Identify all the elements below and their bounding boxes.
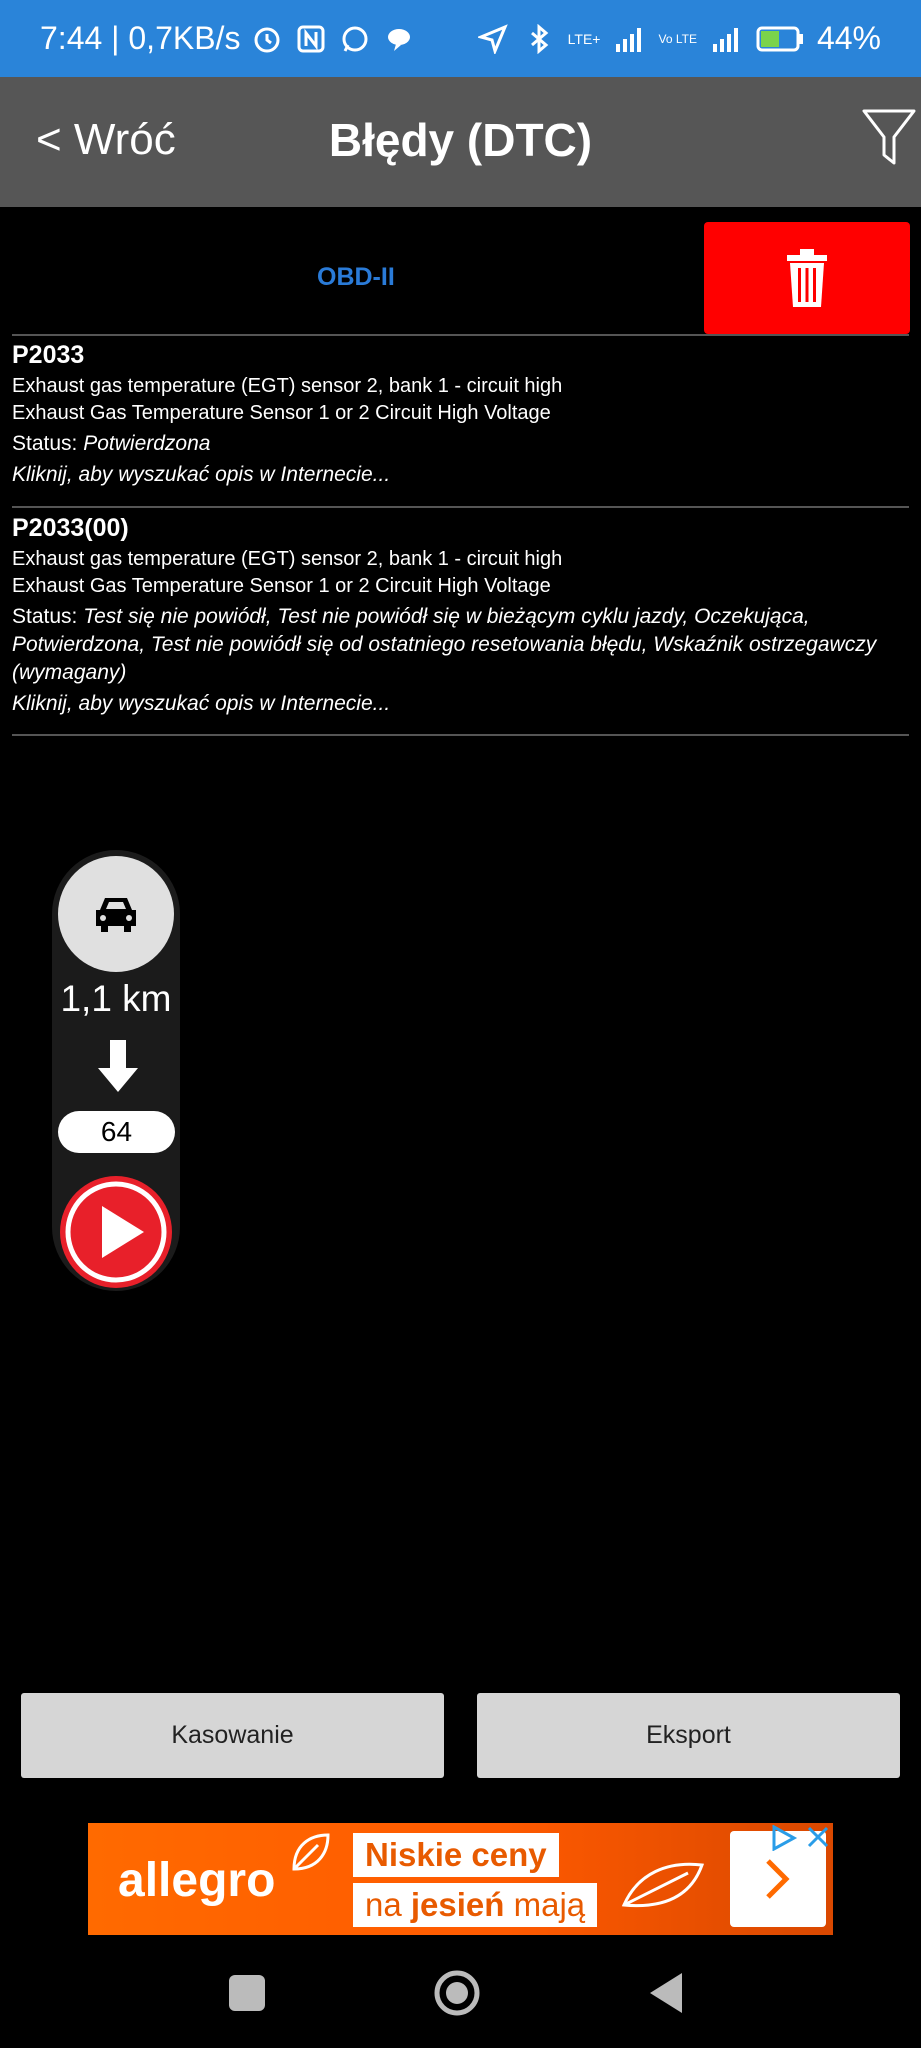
- delete-button[interactable]: [704, 222, 910, 334]
- back-button[interactable]: < Wróć: [36, 115, 176, 164]
- dtc-status: [12, 430, 909, 458]
- dtc-code: P2033(00): [12, 514, 129, 542]
- status-value: Potwierdzona: [83, 432, 211, 455]
- ad-subline: [353, 1883, 597, 1927]
- protocol-label: OBD-II: [317, 263, 395, 291]
- status-left: [40, 20, 416, 57]
- dtc-description-alt: Exhaust Gas Temperature Sensor 1 or 2 Circuit High Voltage: [12, 402, 551, 424]
- volte-label: Vo LTE: [658, 31, 697, 46]
- divider: [12, 334, 909, 336]
- ad-banner[interactable]: [88, 1823, 833, 1935]
- app-bar: [0, 77, 921, 207]
- battery-percent: 44%: [816, 20, 881, 56]
- search-online-link[interactable]: Kliknij, aby wyszukać opis w Internecie...: [12, 463, 391, 486]
- car-icon: [92, 894, 140, 934]
- whatsapp-icon: [338, 22, 372, 56]
- status-time-speed: 7:44 | 0,7KB/s: [40, 20, 241, 56]
- car-button[interactable]: [58, 856, 174, 972]
- alarm-icon: [250, 22, 284, 56]
- signal-icon: [612, 22, 646, 56]
- home-button[interactable]: [433, 1969, 481, 2017]
- page-title: Błędy (DTC): [328, 114, 593, 166]
- ad-subline-prefix: na: [365, 1886, 411, 1923]
- play-button[interactable]: [58, 1174, 174, 1290]
- chat-icon: [382, 22, 416, 56]
- status-value: Test się nie powiódł, Test nie powiódł się w bieżącym cyklu jazdy, Oczekująca, Potwierdzona, Test nie powiódł się od ostatniego resetowania błędu, Wskaźnik ostrzegawczy (wymagany): [12, 605, 877, 684]
- location-icon: [476, 22, 510, 56]
- status-label: Status:: [12, 605, 78, 628]
- system-nav-bar: [0, 1945, 921, 2048]
- status-bar: [0, 0, 921, 77]
- filter-icon[interactable]: [861, 107, 917, 169]
- ad-brand-logo: allegro: [118, 1854, 276, 1907]
- ad-subline-bold: jesień: [410, 1886, 505, 1923]
- signal2-icon: [709, 22, 743, 56]
- dtc-description: Exhaust gas temperature (EGT) sensor 2, bank 1 - circuit high: [12, 375, 563, 397]
- dtc-item[interactable]: [12, 510, 909, 719]
- clear-codes-button[interactable]: Kasowanie: [21, 1693, 444, 1778]
- dtc-code: P2033: [12, 341, 85, 369]
- status-right: [476, 20, 881, 57]
- bluetooth-icon: [522, 22, 556, 56]
- dtc-description: Exhaust gas temperature (EGT) sensor 2, bank 1 - circuit high: [12, 548, 563, 570]
- ad-info-icon[interactable]: [768, 1825, 798, 1851]
- leaf-icon: [618, 1853, 708, 1913]
- dtc-item[interactable]: [12, 337, 909, 490]
- play-icon: [58, 1174, 174, 1290]
- recent-apps-button[interactable]: [229, 1975, 265, 2011]
- arrow-down-icon: [94, 1040, 142, 1092]
- close-icon[interactable]: [806, 1825, 830, 1849]
- nfc-icon: [294, 22, 328, 56]
- battery-icon: [755, 22, 805, 56]
- search-online-link[interactable]: Kliknij, aby wyszukać opis w Internecie...: [12, 692, 391, 715]
- dtc-description-alt: Exhaust Gas Temperature Sensor 1 or 2 Circuit High Voltage: [12, 575, 551, 597]
- dtc-status: [12, 603, 909, 687]
- back-nav-button[interactable]: [648, 1971, 684, 2015]
- ad-headline: Niskie ceny: [353, 1833, 559, 1877]
- status-label: Status:: [12, 432, 78, 455]
- divider: [12, 506, 909, 508]
- ad-subline-suffix: mają: [504, 1886, 586, 1923]
- export-button[interactable]: Eksport: [477, 1693, 900, 1778]
- trash-icon: [785, 249, 829, 307]
- speed-value: 64: [58, 1111, 175, 1153]
- network-label: LTE+: [567, 30, 601, 47]
- distance-value: 1,1 km: [60, 978, 172, 1019]
- divider: [12, 734, 909, 736]
- leaf-icon: [288, 1831, 332, 1875]
